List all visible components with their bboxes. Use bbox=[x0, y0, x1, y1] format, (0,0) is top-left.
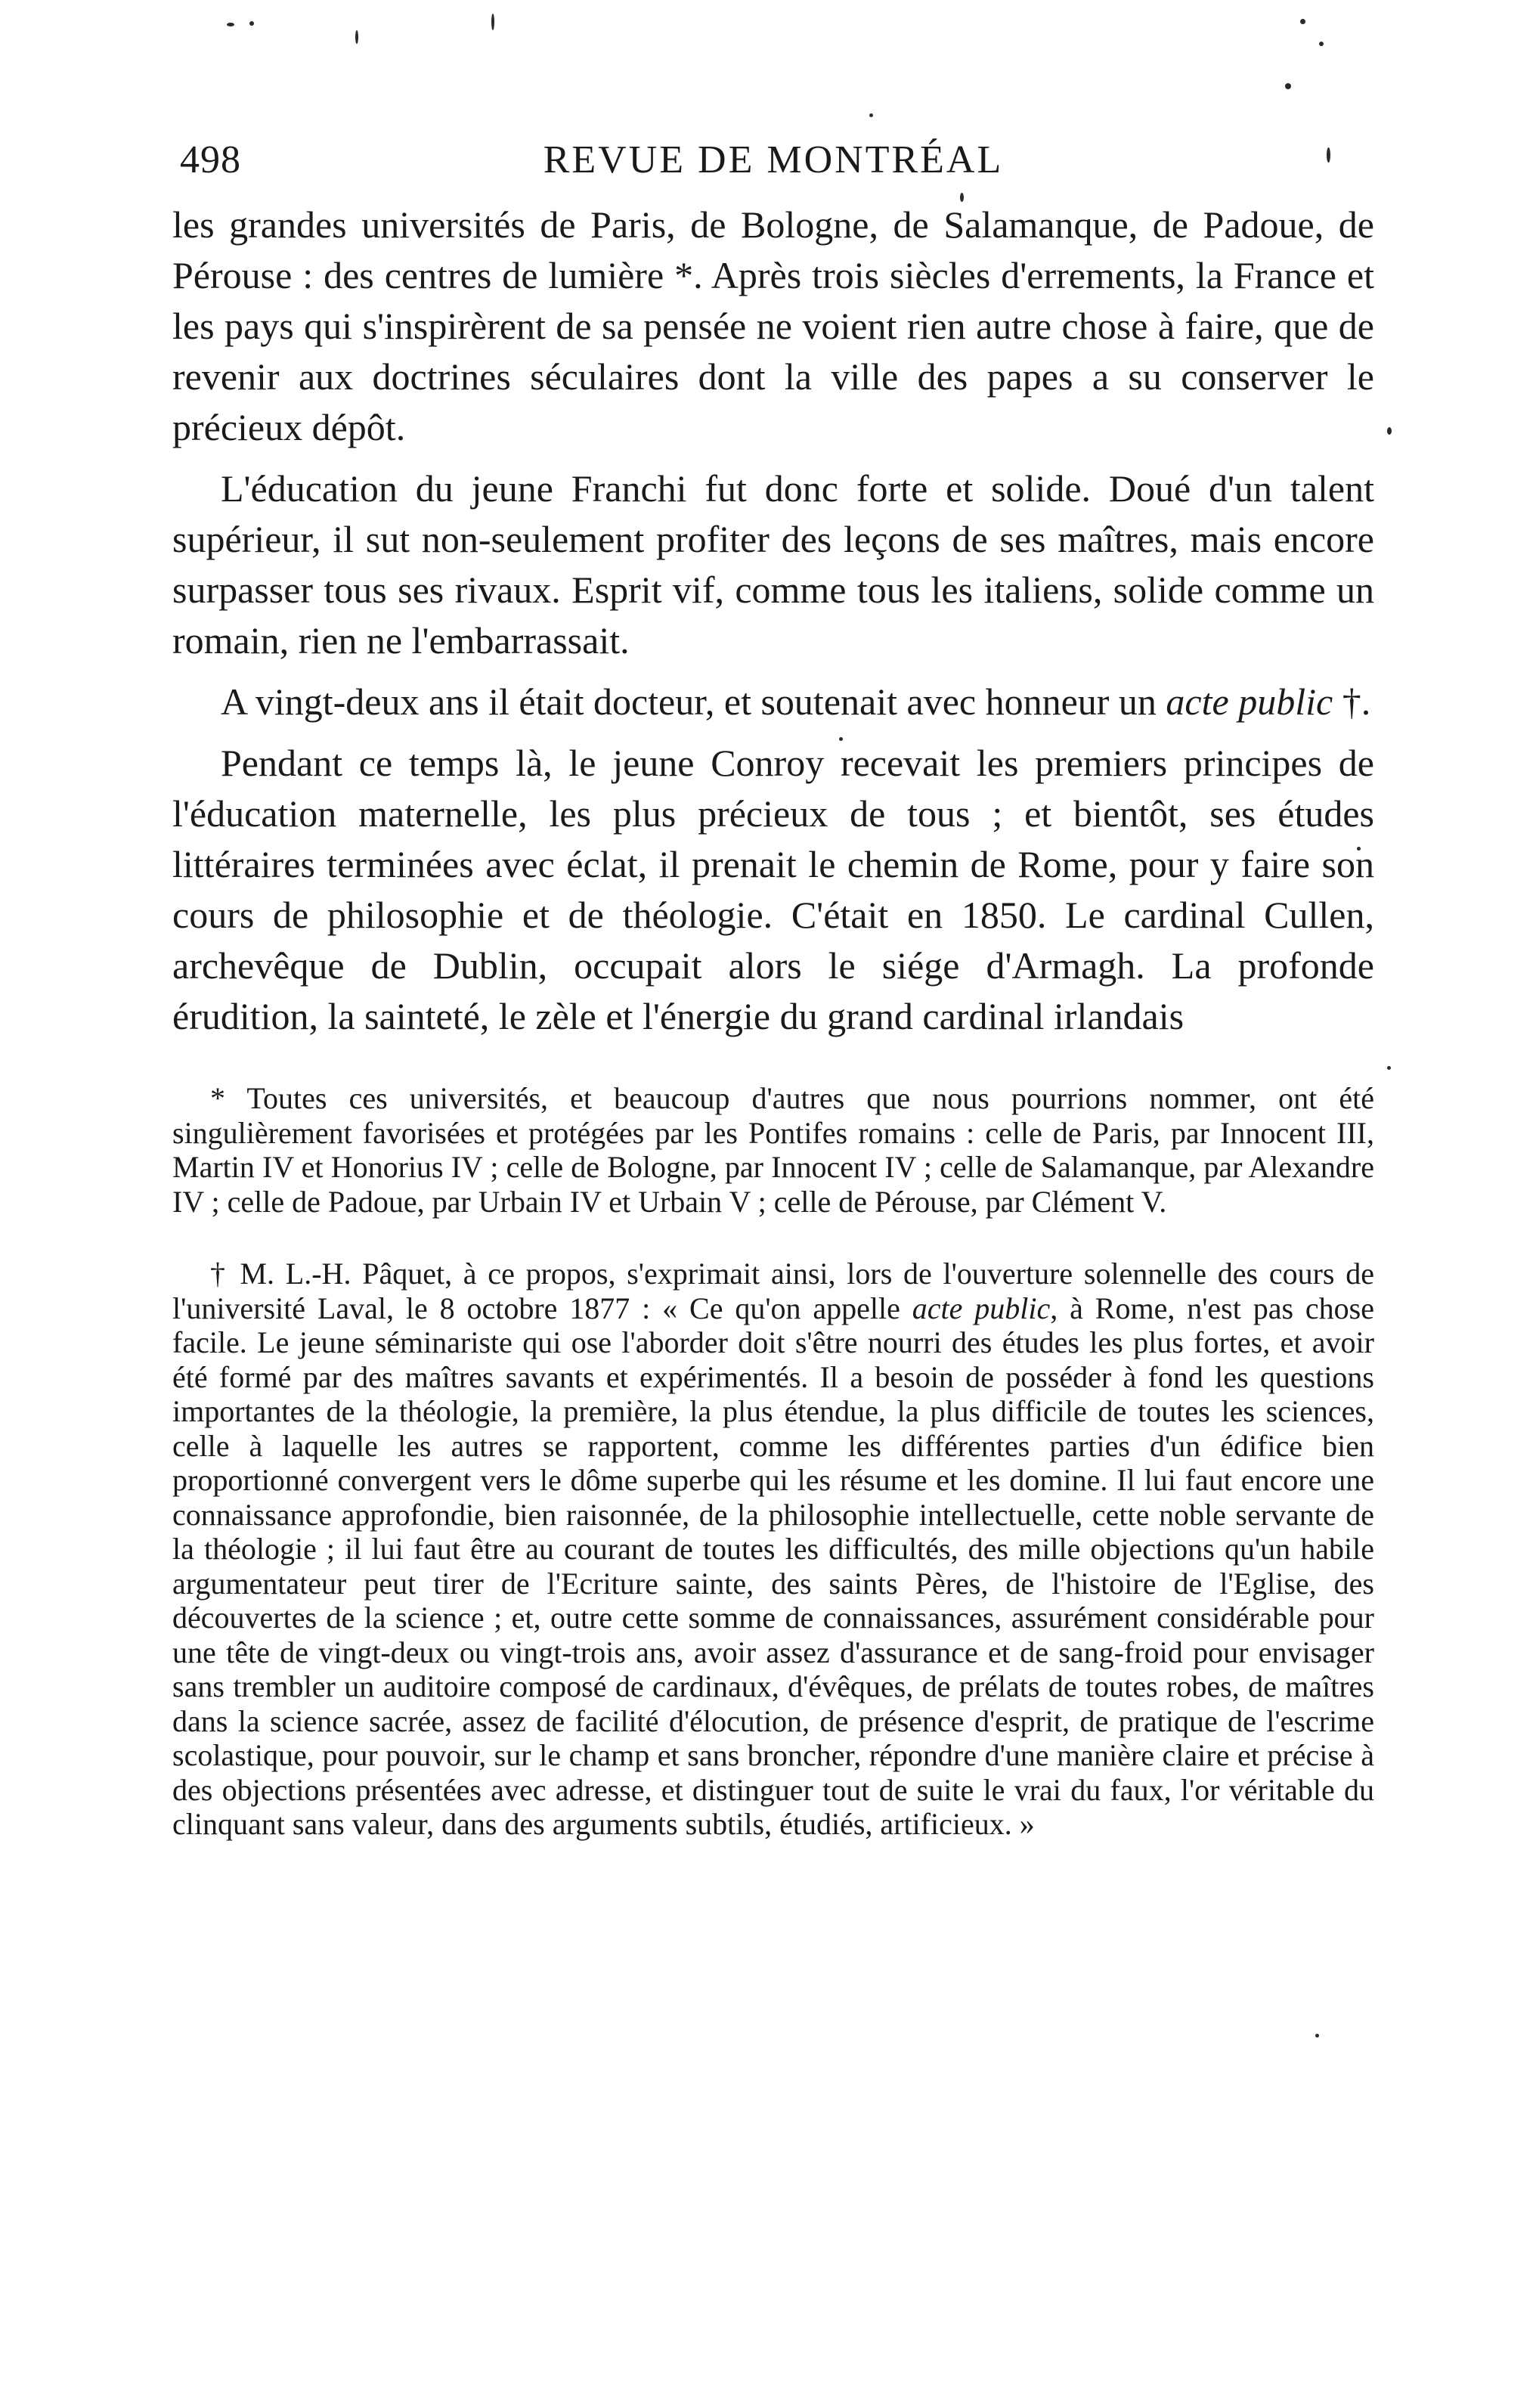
page-number: 498 bbox=[180, 138, 241, 181]
paragraph-1: les grandes universités de Paris, de Bologne, de Salamanque, de Padoue, de Pérouse : des centres de lumière *. Après trois siècles d'errements, la France et les pays qui s'inspirèrent de sa pensée ne voient rien autre chose à faire, que de revenir aux doctrines séculaires dont la ville des papes a su conserver le précieux dépôt. bbox=[172, 203, 1374, 448]
footnotes bbox=[172, 1081, 1374, 1842]
running-title: REVUE DE MONTRÉAL bbox=[543, 138, 1004, 181]
paragraph-4: Pendant ce temps là, le jeune Conroy recevait les premiers principes de l'éducation maternelle, les plus précieux de tous ; et bientôt, ses études littéraires terminées avec éclat, il prenait le chemin de Rome, pour y faire son cours de philosophie et de théologie. C'était en 1850. Le cardinal Cullen, archevêque de Dublin, occupait alors le siége d'Armagh. La profonde érudition, la sainteté, le zèle et l'énergie du grand cardinal irlandais bbox=[172, 742, 1374, 1037]
paragraph-3-italic: acte public bbox=[1166, 680, 1333, 723]
main-text bbox=[172, 200, 1374, 1042]
paragraph-3-end: †. bbox=[1333, 680, 1371, 723]
footnote-1: * Toutes ces universités, et beaucoup d'autres que nous pourrions nommer, ont été singulièrement favorisées et protégées par les Pontifes romains : celle de Paris, par Innocent III, Martin IV et Honorius IV ; celle de Bologne, par Innocent IV ; celle de Salamanque, par Alexandre IV ; celle de Padoue, par Urbain IV et Urbain V ; celle de Pérouse, par Clément V. bbox=[172, 1081, 1374, 1219]
footnote-2-italic: acte public bbox=[912, 1291, 1051, 1325]
paragraph-3-text: A vingt-deux ans il était docteur, et soutenait avec honneur un bbox=[221, 680, 1166, 723]
paragraph-2: L'éducation du jeune Franchi fut donc forte et solide. Doué d'un talent supérieur, il sut non-seulement profiter des leçons de ses maîtres, mais encore surpasser tous ses rivaux. Esprit vif, comme tous les italiens, solide comme un romain, rien ne l'embarrassait. bbox=[172, 467, 1374, 662]
footnote-2-end: , à Rome, n'est pas chose facile. Le jeune séminariste qui ose l'aborder doit s'être nourri des études les plus fortes, et avoir été formé par des maîtres savants et expérimentés. Il a besoin de posséder à fond les questions importantes de la théologie, la première, la plus étendue, la plus difficile de toutes les sciences, celle à laquelle les autres se rapportent, comme les différentes parties d'un édifice bien proportionné convergent vers le dôme superbe qui les résume et les domine. Il lui faut encore une connaissance approfondie, bien raisonnée, de la philosophie intellectuelle, cette noble servante de la théologie ; il lui faut être au courant de toutes les difficultés, des mille objections qu'un habile argumentateur peut tirer de l'Ecriture sainte, des saints Pères, de l'histoire de l'Eglise, des découvertes de la science ; et, outre cette somme de connaissances, assurément considérable pour une tête de vingt-deux ou vingt-trois ans, avoir assez d'assurance et de sang-froid pour envisager sans trembler un auditoire composé de cardinaux, d'évêques, de prélats de toutes robes, de maîtres dans la science sacrée, assez de facilité d'élocution, de présence d'esprit, de pratique de l'escrime scolastique, pour pouvoir, sur le champ et sans broncher, répondre d'une manière claire et précise à des objections présentées avec adresse, et distinguer tout de suite le vrai du faux, l'or véritable du clinquant sans valeur, dans des arguments subtils, étudiés, artificieux. » bbox=[172, 1291, 1374, 1841]
book-page bbox=[172, 129, 1374, 1880]
footnote-2-text: † M. L.-H. Pâquet, à ce propos, s'exprimait ainsi, lors de l'ouverture solennelle des cours de l'université Laval, le 8 octobre 1877 : « Ce qu'on appelle bbox=[172, 1257, 1374, 1325]
footnote-2 bbox=[172, 1257, 1374, 1842]
page-header bbox=[172, 129, 1374, 197]
paragraph-3 bbox=[172, 677, 1374, 727]
